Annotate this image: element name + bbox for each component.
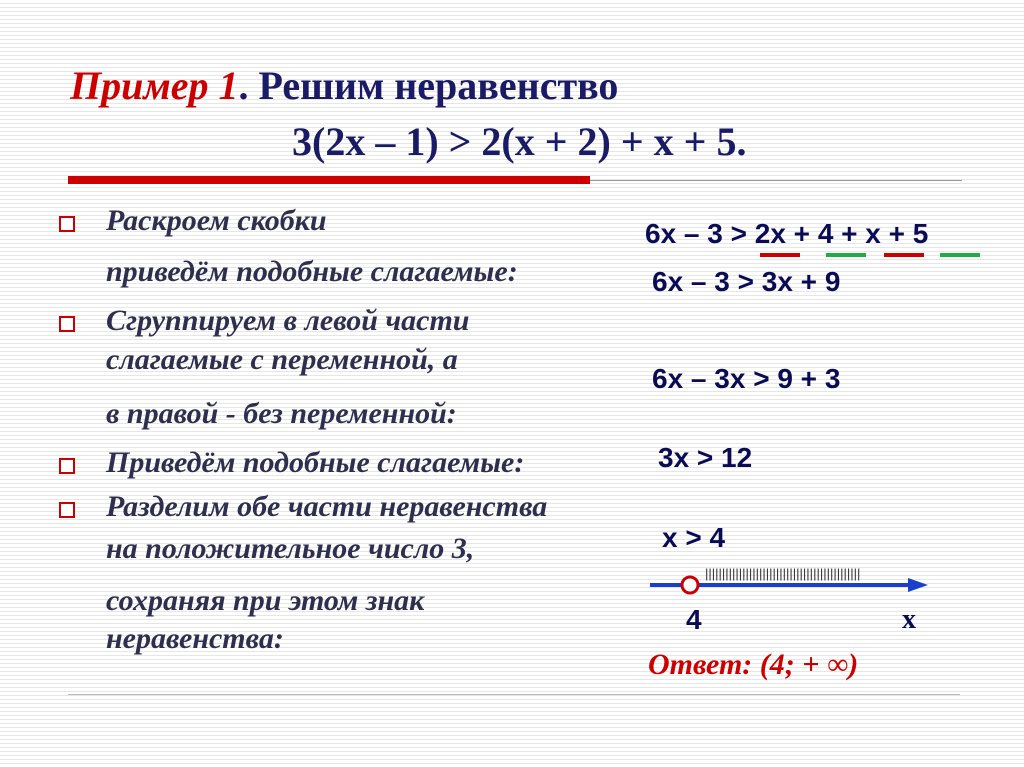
- step-3-line-1: Приведём подобные слагаемые:: [106, 446, 525, 479]
- point-label: 4: [686, 604, 702, 635]
- title-text: . Решим неравенство: [238, 63, 619, 108]
- step-2-line-1: Сгруппируем в левой части: [106, 304, 470, 337]
- bottom-divider: [68, 694, 960, 695]
- axis-label: x: [902, 604, 916, 635]
- math-line-2: 6x – 3 > 3x + 9: [652, 266, 841, 297]
- underline-red: [760, 253, 800, 257]
- step-4-line-4: неравенства:: [106, 622, 284, 655]
- step-2-line-2: слагаемые с переменной, а: [106, 343, 458, 376]
- step-1-line-2: приведём подобные слагаемые:: [106, 255, 518, 288]
- title-inequality: 3(2x – 1) > 2(x + 2) + x + 5.: [292, 119, 747, 164]
- underline-green: [826, 253, 866, 257]
- bullet-icon: [59, 502, 75, 518]
- math-line-3: 6x – 3x > 9 + 3: [652, 363, 841, 394]
- underline-green: [940, 253, 980, 257]
- step-4-line-2: на положительное число 3,: [106, 532, 475, 565]
- math-line-1: 6x – 3 > 2x + 4 + x + 5: [645, 218, 929, 249]
- math-line-4: 3x > 12: [658, 442, 753, 473]
- bullet-icon: [59, 316, 75, 332]
- answer: Ответ: (4; + ∞): [648, 648, 859, 681]
- math-line-5: x > 4: [662, 522, 726, 553]
- bullet-icon: [59, 216, 75, 232]
- step-4-line-1: Разделим обе части неравенства: [106, 490, 548, 523]
- title-divider: [68, 176, 590, 184]
- title-divider-thin: [590, 180, 962, 181]
- step-1-line-1: Раскроем скобки: [106, 204, 327, 237]
- slide-title: [70, 62, 618, 109]
- bullet-icon: [59, 458, 75, 474]
- number-line-hatch: ||||||||||||||||||||||||||||||||||||||||||||||: [705, 566, 861, 581]
- example-label: Пример 1: [70, 63, 239, 108]
- open-point-icon: [682, 577, 698, 593]
- step-2-line-3: в правой - без переменной:: [106, 397, 457, 430]
- arrow-right-icon: [908, 578, 928, 592]
- underline-red: [884, 253, 924, 257]
- step-4-line-3: сохраняя при этом знак: [106, 584, 425, 617]
